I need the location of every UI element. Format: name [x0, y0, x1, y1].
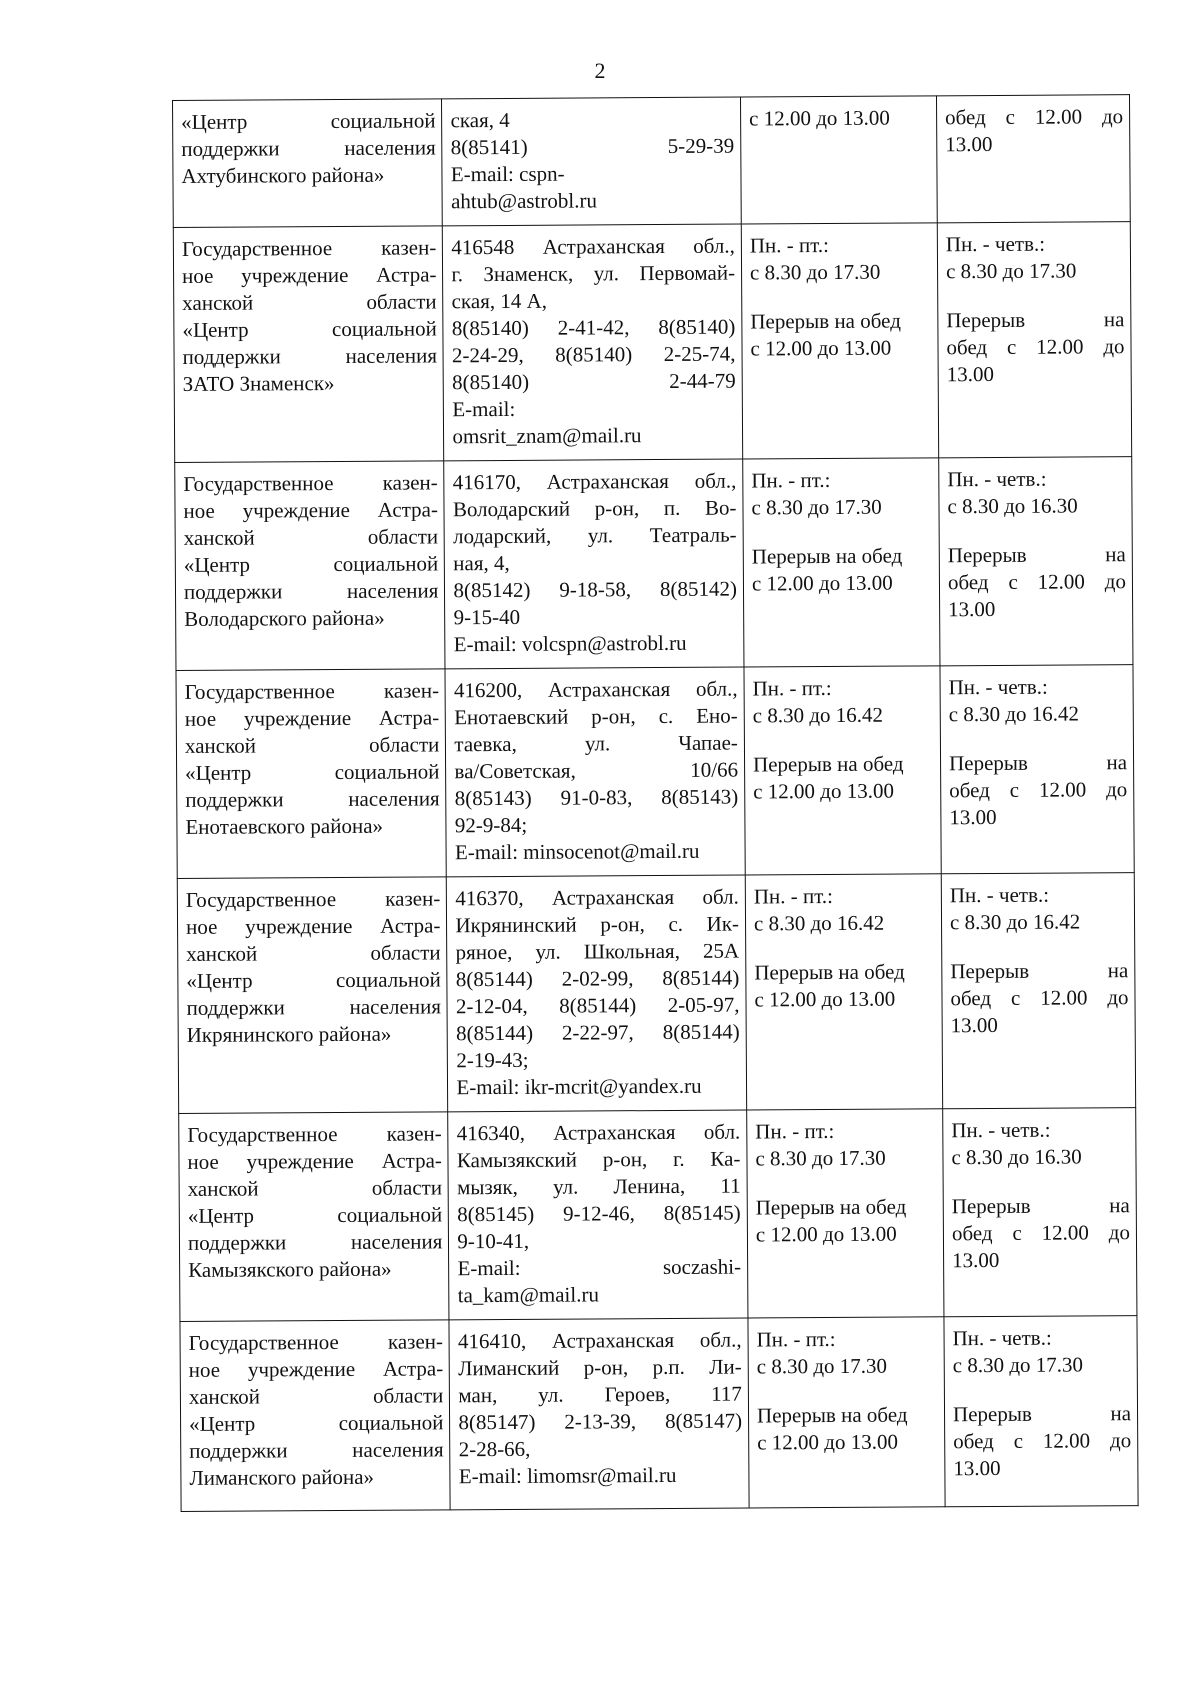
spacer: [754, 936, 935, 959]
schedule-time: с 8.30 до 16.30: [951, 1144, 1082, 1170]
address-line: Камызякский р-он, г. Ка-: [456, 1146, 741, 1173]
schedule-time: с 8.30 до 16.42: [752, 702, 884, 728]
address-line: ман, ул. Героев, 117: [458, 1381, 742, 1408]
address-line: Володарский р-он, п. Во-: [452, 495, 737, 522]
schedule-time: с 8.30 до 16.42: [753, 910, 885, 936]
organization-name-line: «Центр социальной: [187, 1202, 443, 1228]
break-line: обед с 12.00 до: [945, 104, 1124, 130]
schedule-time: с 8.30 до 16.42: [948, 701, 1080, 727]
break-line: Перерыв на: [950, 958, 1129, 984]
organization-cell: [177, 877, 448, 1114]
table-row: [173, 95, 1131, 228]
organization-name-line: Государственное казен-: [187, 1121, 442, 1147]
organization-name-line: Лиманского района»: [189, 1464, 375, 1490]
organization-name-line: Государственное казен-: [183, 470, 438, 496]
address-line: 416200, Астраханская обл.,: [453, 676, 738, 703]
spacer: [953, 1378, 1131, 1401]
weekday-schedule-cell: [743, 458, 940, 667]
address-line: E-mail: cspn-: [450, 161, 565, 187]
organization-name-line: Государственное казен-: [185, 886, 441, 912]
short-day-schedule-cell: [943, 1108, 1137, 1317]
break-label: Перерыв на обед: [752, 751, 904, 777]
break-line: Перерыв на: [951, 1193, 1130, 1219]
address-line: 416548 Астраханская обл.,: [451, 233, 735, 260]
short-day-schedule-cell: [939, 457, 1133, 666]
schedule-time: с 8.30 до 17.30: [945, 258, 1077, 284]
schedule-time: с 8.30 до 17.30: [952, 1352, 1084, 1378]
organization-name-line: Володарского района»: [184, 605, 385, 631]
organization-cell: [180, 1320, 451, 1512]
table-body: [173, 95, 1139, 1512]
address-line: 2-12-04, 8(85144) 2-05-97,: [455, 992, 740, 1019]
table-row: [176, 665, 1134, 879]
schedule-days: Пн. - четв.:: [948, 674, 1048, 700]
organization-name-line: ЗАТО Знаменск»: [182, 371, 335, 396]
address-contact-cell: [447, 875, 747, 1112]
address-line: Енотаевский р-он, с. Ено-: [454, 703, 738, 730]
schedule-days: Пн. - пт.:: [752, 675, 832, 701]
organization-name-line: Ахтубинского района»: [181, 162, 385, 188]
break-time: с 12.00 до 13.00: [749, 105, 890, 131]
schedule-time: с 8.30 до 16.42: [949, 909, 1081, 935]
break-label: Перерыв на обед: [756, 1402, 908, 1428]
schedule-days: Пн. - четв.:: [949, 882, 1050, 908]
short-day-schedule-cell: [937, 222, 1131, 458]
organization-name-line: Государственное казен-: [188, 1329, 444, 1355]
break-line: Перерыв на: [947, 542, 1126, 568]
organization-name-line: Государственное казен-: [184, 678, 440, 704]
organization-name-line: ханской области: [184, 732, 440, 758]
organization-name-line: поддержки населения: [181, 135, 436, 161]
organization-name-line: ное учреждение Астра-: [182, 262, 437, 288]
weekday-schedule-cell: [745, 874, 942, 1110]
address-line: E-mail: ikr-mcrit@yandex.ru: [456, 1073, 702, 1100]
break-time: с 12.00 до 13.00: [754, 986, 896, 1012]
organization-name-line: поддержки населения: [183, 578, 439, 604]
schedule-days: Пн. - четв.:: [945, 231, 1046, 257]
address-line: ная, 4,: [453, 550, 510, 576]
address-line: Икрянинский р-он, с. Ик-: [455, 911, 740, 938]
address-line: 2-28-66,: [458, 1436, 531, 1462]
schedule-days: Пн. - четв.:: [947, 466, 1047, 492]
schedule-time: с 8.30 до 16.30: [947, 493, 1078, 519]
break-time: с 12.00 до 13.00: [750, 335, 892, 361]
spacer: [757, 1379, 938, 1402]
spacer: [946, 284, 1124, 307]
break-label: Перерыв на обед: [754, 959, 905, 985]
address-line: 92-9-84;: [454, 812, 528, 838]
break-line: Перерыв на: [948, 750, 1128, 776]
address-contact-cell: [443, 224, 743, 461]
address-line: 2-24-29, 8(85140) 2-25-74,: [451, 341, 736, 368]
break-line: обед с 12.00 до: [946, 334, 1125, 360]
institutions-table: [172, 94, 1139, 1512]
break-line: 13.00: [951, 1247, 1000, 1273]
spacer: [750, 285, 931, 308]
address-line: 416340, Астраханская обл.: [456, 1119, 741, 1146]
break-time: с 12.00 до 13.00: [755, 1221, 897, 1247]
organization-name-line: поддержки населения: [187, 1229, 443, 1255]
address-line: E-mail: soczashi-: [457, 1254, 742, 1281]
organization-cell: [175, 461, 446, 671]
organization-name-line: поддержки населения: [189, 1437, 444, 1463]
organization-name-line: ное учреждение Астра-: [187, 1148, 442, 1174]
weekday-schedule-cell: [747, 1109, 944, 1318]
organization-name-line: «Центр социальной: [189, 1410, 444, 1436]
address-line: 8(85142) 9-18-58, 8(85142): [453, 576, 738, 603]
break-time: с 12.00 до 13.00: [757, 1429, 899, 1455]
break-line: обед с 12.00 до: [951, 1220, 1131, 1246]
break-line: 13.00: [953, 1455, 1001, 1481]
break-label: Перерыв на обед: [750, 308, 901, 334]
spacer: [950, 935, 1128, 958]
break-line: 13.00: [946, 361, 994, 387]
address-line: 416170, Астраханская обл.,: [452, 468, 737, 495]
organization-name-line: Камызякского района»: [188, 1256, 392, 1282]
organization-name-line: «Центр социальной: [186, 967, 441, 993]
address-line: ская, 4: [450, 107, 510, 133]
address-line: 8(85147) 2-13-39, 8(85147): [458, 1408, 743, 1435]
schedule-time: с 8.30 до 17.30: [751, 494, 882, 520]
schedule-days: Пн. - пт.:: [755, 1118, 835, 1144]
address-line: ва/Советская, 10/66: [454, 757, 739, 784]
address-line: Лиманский р-он, р.п. Ли-: [458, 1354, 742, 1381]
organization-cell: [173, 226, 444, 463]
weekday-schedule-cell: [740, 96, 937, 224]
schedule-days: Пн. - пт.:: [756, 1326, 836, 1352]
break-label: Перерыв на обед: [751, 543, 903, 569]
short-day-schedule-cell: [941, 873, 1135, 1109]
spacer: [952, 1170, 1130, 1193]
table-row: [177, 873, 1135, 1114]
break-line: Перерыв на: [952, 1401, 1132, 1427]
organization-name-line: ное учреждение Астра-: [183, 497, 438, 523]
organization-name-line: Енотаевского района»: [185, 813, 384, 839]
organization-name-line: «Центр социальной: [185, 759, 440, 785]
break-line: 13.00: [949, 804, 997, 830]
address-line: таевка, ул. Чапае-: [454, 730, 738, 757]
address-line: 9-15-40: [453, 604, 521, 630]
organization-name-line: «Центр социальной: [182, 316, 437, 342]
address-line: 8(85140) 2-41-42, 8(85140): [451, 314, 736, 341]
address-line: ряное, ул. Школьная, 25А: [455, 938, 740, 965]
address-line: 8(85144) 2-02-99, 8(85144): [455, 965, 740, 992]
break-line: обед с 12.00 до: [947, 569, 1127, 595]
address-line: 9-10-41,: [457, 1228, 530, 1254]
organization-name-line: поддержки населения: [185, 786, 440, 812]
weekday-schedule-cell: [748, 1317, 945, 1508]
break-line: обед с 12.00 до: [950, 985, 1129, 1011]
organization-name-line: «Центр социальной: [183, 551, 439, 577]
table-row: [173, 222, 1131, 463]
organization-cell: [173, 99, 443, 228]
table-row: [179, 1108, 1137, 1322]
break-time: с 12.00 до 13.00: [751, 570, 893, 596]
organization-name-line: «Центр социальной: [181, 108, 436, 134]
address-line: мызяк, ул. Ленина, 11: [456, 1173, 741, 1200]
organization-cell: [176, 669, 447, 879]
spacer: [753, 728, 934, 751]
organization-name-line: ханской области: [187, 1175, 443, 1201]
address-contact-cell: [445, 667, 745, 877]
spacer: [949, 727, 1127, 750]
organization-name-line: Икрянинского района»: [186, 1021, 392, 1047]
spacer: [756, 1171, 937, 1194]
address-contact-cell: [444, 459, 744, 669]
break-line: обед с 12.00 до: [949, 777, 1128, 803]
address-line: 8(85141) 5-29-39: [450, 133, 735, 160]
organization-name-line: ханской области: [182, 289, 437, 315]
schedule-days: Пн. - четв.:: [952, 1325, 1052, 1351]
address-line: 416410, Астраханская обл.,: [457, 1327, 742, 1354]
address-line: 8(85144) 2-22-97, 8(85144): [456, 1019, 740, 1046]
address-line: E-mail: limomsr@mail.ru: [458, 1462, 677, 1489]
schedule-days: Пн. - четв.:: [951, 1117, 1051, 1143]
address-line: E-mail: volcspn@astrobl.ru: [453, 630, 687, 657]
address-line: ahtub@astrobl.ru: [450, 188, 598, 214]
schedule-days: Пн. - пт.:: [753, 883, 833, 909]
address-line: ta_kam@mail.ru: [457, 1282, 600, 1308]
schedule-time: с 8.30 до 17.30: [749, 259, 881, 285]
address-contact-cell: [449, 1318, 749, 1510]
organization-name-line: Государственное казен-: [181, 235, 437, 261]
schedule-days: Пн. - пт.:: [749, 232, 830, 258]
address-line: omsrit_znam@mail.ru: [452, 423, 642, 449]
short-day-schedule-cell: [936, 95, 1130, 223]
spacer: [948, 519, 1126, 542]
break-line: Перерыв на: [946, 307, 1125, 333]
address-line: E-mail:: [452, 396, 516, 422]
break-line: 13.00: [950, 1012, 998, 1038]
spacer: [752, 520, 933, 543]
break-line: 13.00: [945, 131, 993, 157]
address-line: 2-19-43;: [456, 1047, 529, 1073]
break-line: обед с 12.00 до: [953, 1428, 1132, 1454]
organization-name-line: ное учреждение Астра-: [185, 913, 441, 939]
organization-name-line: поддержки населения: [186, 994, 442, 1020]
organization-name-line: поддержки населения: [182, 343, 438, 369]
organization-name-line: ханской области: [183, 524, 439, 550]
address-contact-cell: [448, 1110, 748, 1320]
break-time: с 12.00 до 13.00: [753, 778, 895, 804]
break-line: 13.00: [948, 596, 996, 622]
page-number: 2: [594, 58, 606, 83]
organization-name-line: ханской области: [186, 940, 441, 966]
organization-name-line: ханской области: [188, 1383, 444, 1409]
address-line: 8(85143) 91-0-83, 8(85143): [454, 784, 739, 811]
weekday-schedule-cell: [744, 666, 941, 875]
organization-name-line: ное учреждение Астра-: [188, 1356, 444, 1382]
address-line: ская, 14 А,: [451, 288, 548, 314]
break-label: Перерыв на обед: [755, 1194, 907, 1220]
address-line: 8(85145) 9-12-46, 8(85145): [457, 1200, 741, 1227]
short-day-schedule-cell: [940, 665, 1134, 874]
address-line: E-mail: minsocenot@mail.ru: [454, 838, 700, 865]
weekday-schedule-cell: [741, 223, 938, 459]
address-contact-cell: [442, 97, 741, 226]
address-line: 8(85140) 2-44-79: [452, 368, 736, 395]
organization-cell: [179, 1112, 450, 1322]
schedule-days: Пн. - пт.:: [751, 467, 831, 493]
table-row: [180, 1316, 1138, 1512]
address-line: г. Знаменск, ул. Первомай-: [451, 260, 736, 287]
short-day-schedule-cell: [944, 1316, 1138, 1507]
organization-name-line: ное учреждение Астра-: [184, 705, 440, 731]
schedule-time: с 8.30 до 17.30: [755, 1145, 886, 1171]
table-row: [175, 457, 1133, 671]
address-line: 416370, Астраханская обл.: [455, 884, 739, 911]
schedule-time: с 8.30 до 17.30: [756, 1353, 888, 1379]
address-line: лодарский, ул. Театраль-: [453, 522, 737, 549]
